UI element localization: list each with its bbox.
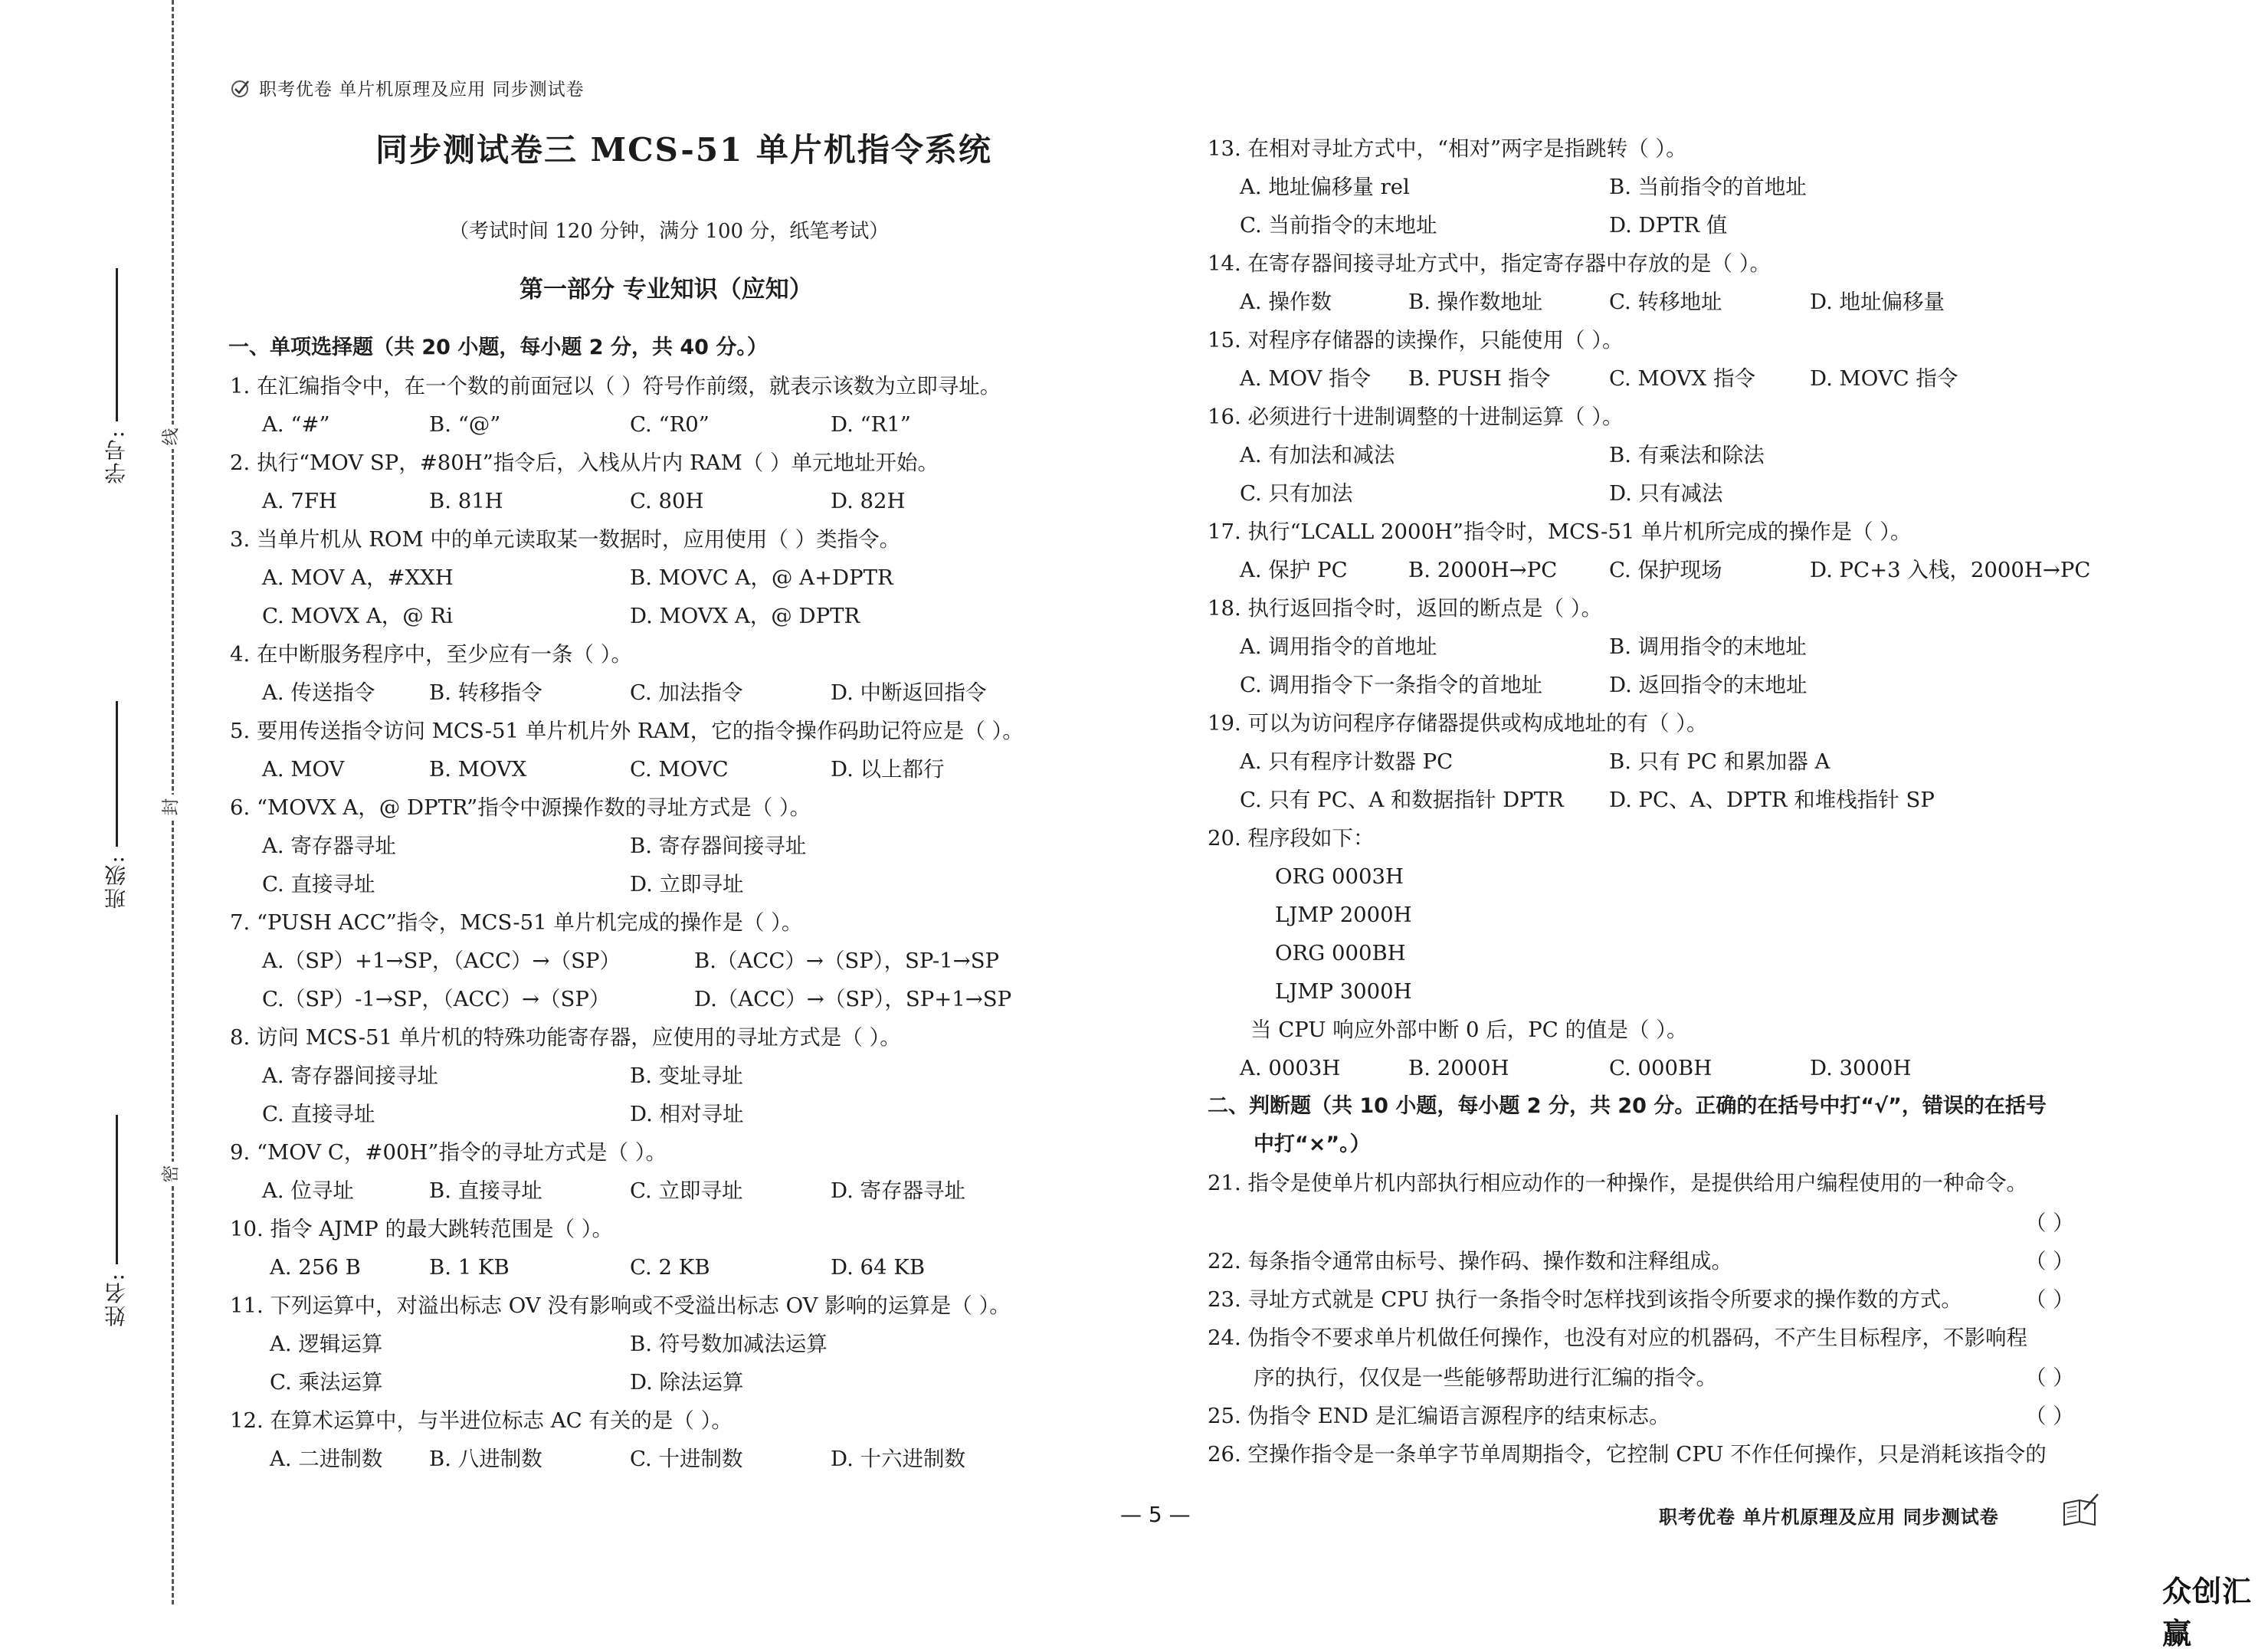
q16-option-a[interactable]: A. 有加法和减法 xyxy=(1240,443,1395,467)
q13-option-d[interactable]: D. DPTR 值 xyxy=(1609,213,1728,238)
q19-option-b[interactable]: B. 只有 PC 和累加器 A xyxy=(1609,749,1830,774)
footer-title: 职考优卷 单片机原理及应用 同步测试卷 xyxy=(1659,1506,1999,1528)
q3-option-c[interactable]: C. MOVX A，@ Ri xyxy=(262,604,454,628)
q16-option-b[interactable]: B. 有乘法和除法 xyxy=(1609,443,1765,467)
q19-option-c[interactable]: C. 只有 PC、A 和数据指针 DPTR xyxy=(1240,788,1564,812)
q5-option-d[interactable]: D. 以上都行 xyxy=(831,757,945,782)
question-4: 4. 在中断服务程序中，至少应有一条（ ）。 xyxy=(230,642,632,667)
q9-option-c[interactable]: C. 立即寻址 xyxy=(630,1178,743,1203)
question-12: 12. 在算术运算中，与半进位标志 AC 有关的是（ ）。 xyxy=(230,1408,733,1433)
q10-option-a[interactable]: A. 256 B xyxy=(270,1255,361,1280)
question-2: 2. 执行“MOV SP，#80H”指令后，入栈从片内 RAM（ ）单元地址开始。 xyxy=(230,451,939,475)
question-19: 19. 可以为访问程序存储器提供或构成地址的有（ ）。 xyxy=(1208,711,1708,736)
q4-option-d[interactable]: D. 中断返回指令 xyxy=(831,680,987,705)
question-20-stem: 当 CPU 响应外部中断 0 后，PC 的值是（ ）。 xyxy=(1250,1018,1688,1042)
q1-option-d[interactable]: D. “R1” xyxy=(831,412,911,437)
q14-option-a[interactable]: A. 操作数 xyxy=(1240,290,1332,314)
q13-option-a[interactable]: A. 地址偏移量 rel xyxy=(1240,175,1410,199)
q4-option-b[interactable]: B. 转移指令 xyxy=(429,680,542,705)
question-16: 16. 必须进行十进制调整的十进制运算（ ）。 xyxy=(1208,405,1624,429)
q11-option-d[interactable]: D. 除法运算 xyxy=(630,1370,744,1395)
q14-option-d[interactable]: D. 地址偏移量 xyxy=(1810,290,1945,314)
q4-option-c[interactable]: C. 加法指令 xyxy=(630,680,743,705)
name-label: 姓名: xyxy=(103,1272,129,1327)
question-15: 15. 对程序存储器的读操作，只能使用（ ）。 xyxy=(1208,328,1624,352)
question-17: 17. 执行“LCALL 2000H”指令时，MCS-51 单片机所完成的操作是（ ）。 xyxy=(1208,520,1912,544)
judgment-25: 25. 伪指令 END 是汇编语言源程序的结束标志。 xyxy=(1208,1404,1670,1428)
q7-option-d[interactable]: D.（ACC）→（SP），SP+1→SP xyxy=(694,987,1012,1011)
q18-option-c[interactable]: C. 调用指令下一条指令的首地址 xyxy=(1240,673,1543,697)
binding-margin xyxy=(0,0,184,1604)
q3-option-d[interactable]: D. MOVX A，@ DPTR xyxy=(630,604,860,628)
q17-option-c[interactable]: C. 保护现场 xyxy=(1609,558,1722,582)
page-title: 同步测试卷三 MCS-51 单片机指令系统 xyxy=(375,131,992,169)
q12-option-d[interactable]: D. 十六进制数 xyxy=(831,1447,966,1471)
q10-option-b[interactable]: B. 1 KB xyxy=(429,1255,510,1280)
q3-option-a[interactable]: A. MOV A，#XXH xyxy=(262,565,454,590)
question-7: 7. “PUSH ACC”指令，MCS-51 单片机完成的操作是（ ）。 xyxy=(230,910,803,935)
class-line xyxy=(116,701,118,847)
q8-option-d[interactable]: D. 相对寻址 xyxy=(630,1102,744,1126)
q9-option-b[interactable]: B. 直接寻址 xyxy=(429,1178,542,1203)
q8-option-c[interactable]: C. 直接寻址 xyxy=(262,1102,375,1126)
judgment-26: 26. 空操作指令是一条单字节单周期指令，它控制 CPU 不作任何操作，只是消耗该指令的 xyxy=(1208,1442,2047,1467)
q2-option-a[interactable]: A. 7FH xyxy=(262,489,337,513)
cut-word-secret: 密 xyxy=(159,1162,183,1186)
running-header xyxy=(230,75,585,100)
answer-bracket-23[interactable]: （ ） xyxy=(2025,1287,2074,1312)
code-line: LJMP 3000H xyxy=(1275,979,1412,1004)
q15-option-d[interactable]: D. MOVC 指令 xyxy=(1810,366,1958,391)
answer-bracket-22[interactable]: （ ） xyxy=(2025,1249,2074,1273)
q5-option-a[interactable]: A. MOV xyxy=(262,757,345,782)
class-label: 班级: xyxy=(103,854,129,910)
judgment-22: 22. 每条指令通常由标号、操作码、操作数和注释组成。 xyxy=(1208,1249,1732,1273)
q6-option-c[interactable]: C. 直接寻址 xyxy=(262,872,375,896)
page-number: — 5 — xyxy=(1120,1502,1191,1527)
q1-option-a[interactable]: A. “#” xyxy=(262,412,330,437)
q17-option-d[interactable]: D. PC+3 入栈，2000H→PC xyxy=(1810,558,2091,582)
part-title: 第一部分 专业知识（应知） xyxy=(519,276,813,303)
section-2-heading-cont: 中打“×”。） xyxy=(1254,1132,1371,1156)
question-8: 8. 访问 MCS-51 单片机的特殊功能寄存器，应使用的寻址方式是（ ）。 xyxy=(230,1025,901,1050)
q20-option-d[interactable]: D. 3000H xyxy=(1810,1056,1912,1080)
q13-option-b[interactable]: B. 当前指令的首地址 xyxy=(1609,175,1807,199)
question-20: 20. 程序段如下： xyxy=(1208,826,1375,851)
q12-option-c[interactable]: C. 十进制数 xyxy=(630,1447,743,1471)
answer-bracket-21[interactable]: （ ） xyxy=(2025,1211,2074,1235)
question-11: 11. 下列运算中，对溢出标志 OV 没有影响或不受溢出标志 OV 影响的运算是（ ）。 xyxy=(230,1293,1011,1318)
cut-word-line: 线 xyxy=(159,424,183,449)
q14-option-b[interactable]: B. 操作数地址 xyxy=(1408,290,1543,314)
q8-option-a[interactable]: A. 寄存器间接寻址 xyxy=(262,1064,438,1088)
question-13: 13. 在相对寻址方式中，“相对”两字是指跳转（ ）。 xyxy=(1208,136,1687,161)
q11-option-a[interactable]: A. 逻辑运算 xyxy=(270,1332,383,1356)
q5-option-c[interactable]: C. MOVC xyxy=(630,757,729,782)
q9-option-d[interactable]: D. 寄存器寻址 xyxy=(831,1178,966,1203)
q15-option-c[interactable]: C. MOVX 指令 xyxy=(1609,366,1755,391)
student-id-line xyxy=(116,268,118,421)
q19-option-d[interactable]: D. PC、A、DPTR 和堆栈指针 SP xyxy=(1609,788,1935,812)
student-id-label: 学号: xyxy=(103,429,129,484)
q8-option-b[interactable]: B. 变址寻址 xyxy=(630,1064,743,1088)
section-2-heading: 二、判断题（共 10 小题，每小题 2 分，共 20 分。正确的在括号中打“√”，错误的在括号 xyxy=(1208,1094,2047,1118)
q12-option-b[interactable]: B. 八进制数 xyxy=(429,1447,542,1471)
q2-option-c[interactable]: C. 80H xyxy=(630,489,704,513)
cut-word-seal: 封 xyxy=(159,795,183,819)
q6-option-a[interactable]: A. 寄存器寻址 xyxy=(262,834,396,858)
section-1-heading: 一、单项选择题（共 20 小题，每小题 2 分，共 40 分。） xyxy=(228,336,768,359)
q18-option-a[interactable]: A. 调用指令的首地址 xyxy=(1240,634,1437,659)
q10-option-c[interactable]: C. 2 KB xyxy=(630,1255,710,1280)
code-line: ORG 000BH xyxy=(1275,941,1406,965)
question-18: 18. 执行返回指令时，返回的断点是（ ）。 xyxy=(1208,596,1602,621)
question-3: 3. 当单片机从 ROM 中的单元读取某一数据时，应用使用（ ）类指令。 xyxy=(230,527,901,552)
name-line xyxy=(116,1115,118,1264)
question-9: 9. “MOV C，#00H”指令的寻址方式是（ ）。 xyxy=(230,1140,667,1165)
q7-option-b[interactable]: B.（ACC）→（SP），SP-1→SP xyxy=(694,949,1000,973)
q10-option-d[interactable]: D. 64 KB xyxy=(831,1255,926,1280)
q6-option-d[interactable]: D. 立即寻址 xyxy=(630,872,744,896)
q9-option-a[interactable]: A. 位寻址 xyxy=(262,1178,354,1203)
q7-option-c[interactable]: C.（SP）-1→SP，（ACC）→（SP） xyxy=(262,987,611,1011)
question-5: 5. 要用传送指令访问 MCS-51 单片机片外 RAM，它的指令操作码助记符应是（ ）。 xyxy=(230,719,1024,743)
judgment-21: 21. 指令是使单片机内部执行相应动作的一种操作，是提供给用户编程使用的一种命令。 xyxy=(1208,1171,2027,1195)
q11-option-c[interactable]: C. 乘法运算 xyxy=(270,1370,383,1395)
class-field[interactable] xyxy=(100,701,133,909)
judgment-24: 24. 伪指令不要求单片机做任何操作，也没有对应的机器码，不产生目标程序，不影响程 xyxy=(1208,1326,2027,1350)
q20-option-c[interactable]: C. 000BH xyxy=(1609,1056,1712,1080)
watermark: 众创汇赢 xyxy=(2162,1575,2253,1650)
q15-option-a[interactable]: A. MOV 指令 xyxy=(1240,366,1372,391)
q5-option-b[interactable]: B. MOVX xyxy=(429,757,527,782)
q17-option-b[interactable]: B. 2000H→PC xyxy=(1408,558,1558,582)
q20-option-a[interactable]: A. 0003H xyxy=(1240,1056,1341,1080)
q12-option-a[interactable]: A. 二进制数 xyxy=(270,1447,383,1471)
judgment-24-cont: 序的执行，仅仅是一些能够帮助进行汇编的指令。 xyxy=(1254,1365,1717,1390)
q18-option-b[interactable]: B. 调用指令的末地址 xyxy=(1609,634,1807,659)
q13-option-c[interactable]: C. 当前指令的末地址 xyxy=(1240,213,1437,238)
running-header-text: 职考优卷 单片机原理及应用 同步测试卷 xyxy=(259,80,585,100)
judgment-23: 23. 寻址方式就是 CPU 执行一条指令时怎样找到该指令所要求的操作数的方式。 xyxy=(1208,1287,1962,1312)
q2-option-b[interactable]: B. 81H xyxy=(429,489,503,513)
exam-subtitle: （考试时间 120 分钟，满分 100 分，纸笔考试） xyxy=(449,220,890,243)
q20-option-b[interactable]: B. 2000H xyxy=(1408,1056,1509,1080)
q15-option-b[interactable]: B. PUSH 指令 xyxy=(1408,366,1551,391)
code-line: ORG 0003H xyxy=(1275,864,1404,889)
question-14: 14. 在寄存器间接寻址方式中，指定寄存器中存放的是（ ）。 xyxy=(1208,251,1771,276)
student-id-field[interactable] xyxy=(100,268,133,483)
answer-bracket-24[interactable]: （ ） xyxy=(2025,1365,2074,1390)
q19-option-a[interactable]: A. 只有程序计数器 PC xyxy=(1240,749,1454,774)
question-10: 10. 指令 AJMP 的最大跳转范围是（ ）。 xyxy=(230,1217,613,1241)
answer-bracket-25[interactable]: （ ） xyxy=(2025,1404,2074,1428)
q14-option-c[interactable]: C. 转移地址 xyxy=(1609,290,1722,314)
q1-option-b[interactable]: B. “@” xyxy=(429,412,501,437)
code-line: LJMP 2000H xyxy=(1275,903,1412,927)
name-field[interactable] xyxy=(100,1115,133,1326)
q4-option-a[interactable]: A. 传送指令 xyxy=(262,680,375,705)
q18-option-d[interactable]: D. 返回指令的末地址 xyxy=(1609,673,1808,697)
q6-option-b[interactable]: B. 寄存器间接寻址 xyxy=(630,834,807,858)
q16-option-c[interactable]: C. 只有加法 xyxy=(1240,481,1353,506)
question-6: 6. “MOVX A，@ DPTR”指令中源操作数的寻址方式是（ ）。 xyxy=(230,795,811,820)
q1-option-c[interactable]: C. “R0” xyxy=(630,412,710,437)
q7-option-a[interactable]: A.（SP）+1→SP，（ACC）→（SP） xyxy=(262,949,621,973)
question-1: 1. 在汇编指令中，在一个数的前面冠以（ ）符号作前缀，就表示该数为立即寻址。 xyxy=(230,374,1001,398)
book-pen-icon xyxy=(2061,1493,2099,1528)
q16-option-d[interactable]: D. 只有减法 xyxy=(1609,481,1723,506)
q2-option-d[interactable]: D. 82H xyxy=(831,489,906,513)
checkmark-logo-icon xyxy=(230,78,250,98)
q11-option-b[interactable]: B. 符号数加减法运算 xyxy=(630,1332,828,1356)
q3-option-b[interactable]: B. MOVC A，@ A+DPTR xyxy=(630,565,893,590)
q17-option-a[interactable]: A. 保护 PC xyxy=(1240,558,1348,582)
